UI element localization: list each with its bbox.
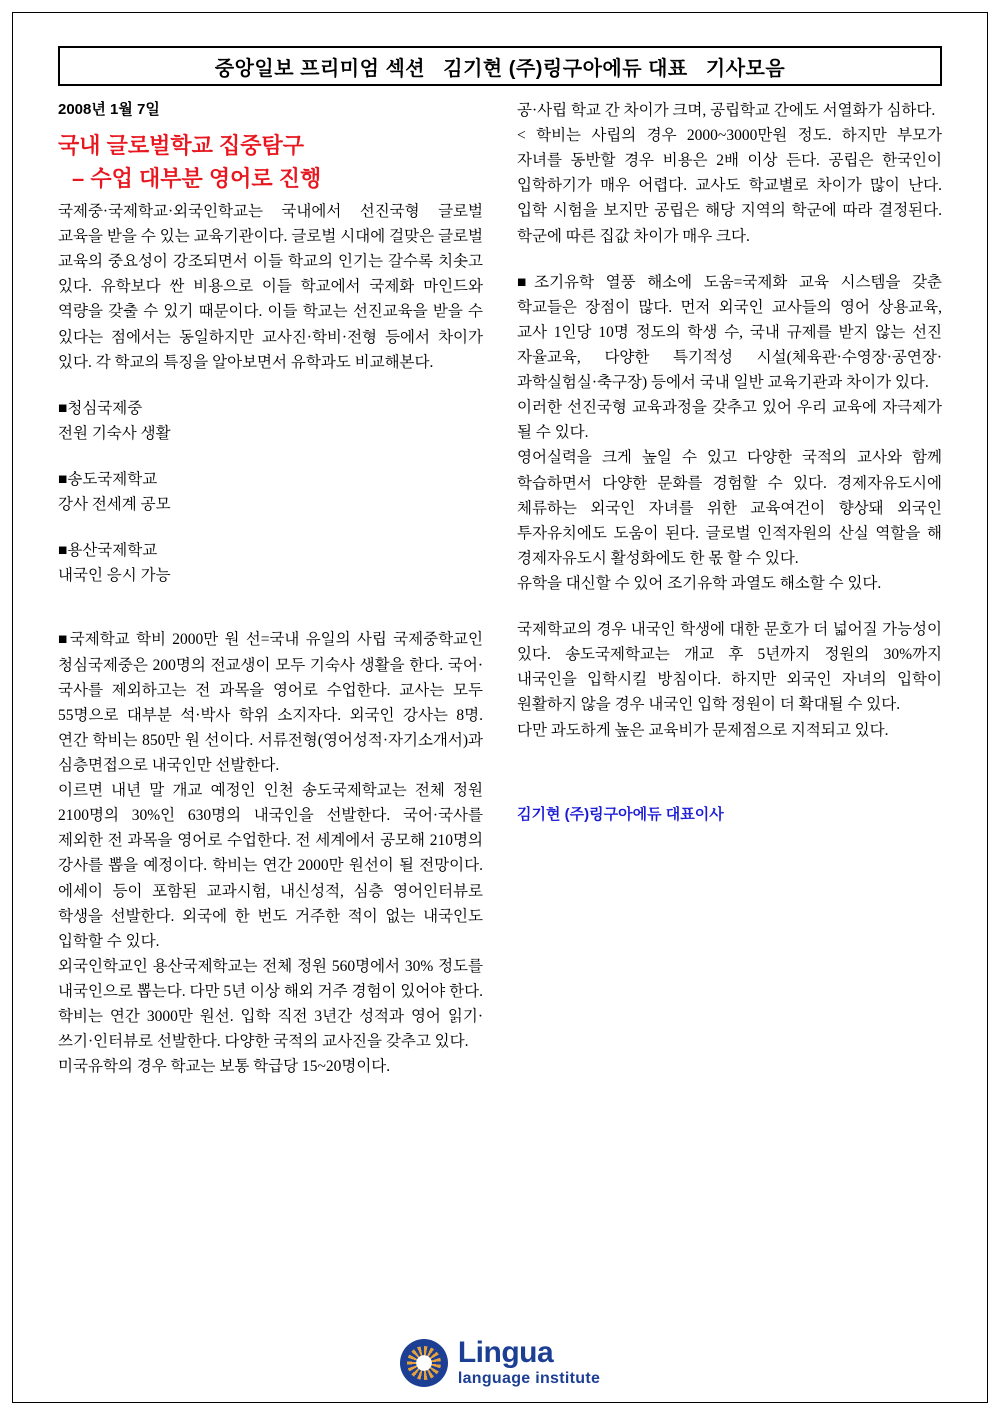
school1-desc: 전원 기숙사 생활 <box>58 424 171 442</box>
right-paragraph-2: < 학비는 사립의 경우 2000~3000만원 정도. 하지만 부모가 자녀를 동반할 경우 비용은 2배 이상 든다. 공립은 한국인이 입학하기가 매우 어렵다. 교사도 학교별로 차이가 많이 난다. 입학 시험을 보지만 공립은 해당 지역의 학군에 따라 결정된다. 학군에 따른 집값 차이가 매우 크다. <box>517 127 942 245</box>
right-paragraph-8: 다만 과도하게 높은 교육비가 문제점으로 지적되고 있다. <box>517 721 889 739</box>
headline-sub: – 수업 대부분 영어로 진행 <box>72 166 322 191</box>
left-column <box>58 98 483 1079</box>
globe-icon <box>400 1339 448 1387</box>
logo-wordmark <box>458 1338 600 1387</box>
school3-desc: 내국인 응시 가능 <box>58 567 171 585</box>
right-column <box>517 98 942 1079</box>
school2-desc: 강사 전세계 공모 <box>58 496 171 514</box>
right-paragraph-4: 이러한 선진국형 교육과정을 갖추고 있어 우리 교육에 자극제가 될 수 있다. <box>517 399 942 442</box>
header-banner <box>58 46 942 86</box>
logo-line1: Lingua <box>457 1336 554 1369</box>
school1-name: ■청심국제중 <box>58 399 143 417</box>
left-paragraph-4: 미국유학의 경우 학교는 보통 학급당 15~20명이다. <box>58 1058 391 1076</box>
article-date: 2008년 1월 7일 <box>58 101 160 118</box>
headline-main: 국내 글로벌학교 집중탐구 <box>58 133 304 158</box>
right-paragraph-5: 영어실력을 크게 높일 수 있고 다양한 국적의 교사와 함께 학습하면서 다양한 문화를 경험할 수 있다. 경제자유도시에 체류하는 외국인 자녀를 위한 교육여건이 향상돼 외국인 투자유치에도 도움이 된다. 글로벌 인적자원의 산실 역할을 해 경제자유도시 활성화에도 한 몫 할 수 있다. <box>517 449 942 567</box>
left-paragraph-2: 이르면 내년 말 개교 예정인 인천 송도국제학교는 전체 정원 2100명의 30%인 630명의 내국인을 선발한다. 국어·국사를 제외한 전 과목을 영어로 수업한다. 전 세계에서 공모해 210명의 강사를 뽑을 예정이다. 학비는 연간 2000만 원선이 될 전망이다. 에세이 등이 포함된 교과시험, 내신성적, 심층 영어인터뷰로 학생을 선발한다. 외국에 한 번도 거주한 적이 없는 내국인도 입학할 수 있다. <box>58 782 483 950</box>
article-headline <box>58 129 483 195</box>
banner-title: 중앙일보 프리미엄 섹션 김기현 (주)링구아에듀 대표 기사모음 <box>214 57 786 80</box>
author-signature: 김기현 (주)링구아에듀 대표이사 <box>517 805 724 823</box>
right-paragraph-1: 공·사립 학교 간 차이가 크며, 공립학교 간에도 서열화가 심하다. <box>517 102 936 119</box>
right-paragraph-7: 국제학교의 경우 내국인 학생에 대한 문호가 더 넓어질 가능성이 있다. 송도국제학교는 개교 후 5년까지 정원의 30%까지 내국인을 입학시킬 방침이다. 하지만 외국인 자녀의 입학이 원활하지 않을 경우 내국인 입학 정원이 더 확대될 수 있다. <box>517 621 942 714</box>
school2-name: ■송도국제학교 <box>58 470 158 488</box>
right-paragraph-6: 유학을 대신할 수 있어 조기유학 과열도 해소할 수 있다. <box>517 574 882 592</box>
article-columns <box>40 98 960 1079</box>
footer-logo <box>0 1338 1000 1387</box>
right-paragraph-3: ■조기유학 열풍 해소에 도움=국제화 교육 시스템을 갖춘 학교들은 장점이 많다. 먼저 외국인 교사들의 영어 상용교육, 교사 1인당 10명 정도의 학생 수, 국내 규제를 받지 않는 선진 자율교육, 다양한 특기적성 시설(체육관·수영장·공연장·과학실험실·축구장) 등에서 국내 일반 교육기관과 차이가 있다. <box>517 273 942 392</box>
left-paragraph-1: ■국제학교 학비 2000만 원 선=국내 유일의 사립 국제중학교인 청심국제중은 200명의 전교생이 모두 기숙사 생활을 한다. 국어·국사를 제외하고는 전 과목을 영어로 수업한다. 교사는 모두 55명으로 대부분 석·박사 학위 소지자다. 외국인 강사는 8명. 연간 학비는 850만 원 선이다. 서류전형(영어성적·자기소개서)과 심층면접으로 내국인만 선발한다. <box>58 631 483 774</box>
lead-paragraph: 국제중·국제학교·외국인학교는 국내에서 선진국형 글로벌 교육을 받을 수 있는 교육기관이다. 글로벌 시대에 걸맞은 글로벌 교육의 중요성이 강조되면서 이들 학교의 인기는 갈수록 치솟고 있다. 유학보다 싼 비용으로 이들 학교에서 국제화 마인드와 역량을 갖출 수 있기 때문이다. 이들 학교는 선진교육을 받을 수 있다는 점에서는 동일하지만 교사진·학비·전형 등에서 차이가 있다. 각 학교의 특징을 알아보면서 유학과도 비교해본다. <box>58 203 483 371</box>
left-paragraph-3: 외국인학교인 용산국제학교는 전체 정원 560명에서 30% 정도를 내국인으로 뽑는다. 다만 5년 이상 해외 거주 경험이 있어야 한다. 학비는 연간 3000만 원선. 입학 직전 3년간 성적과 영어 읽기·쓰기·인터뷰로 선발한다. 다양한 국적의 교사진을 갖추고 있다. <box>58 957 483 1051</box>
logo-line2: language institute <box>457 1370 601 1387</box>
school3-name: ■용산국제학교 <box>58 542 158 560</box>
